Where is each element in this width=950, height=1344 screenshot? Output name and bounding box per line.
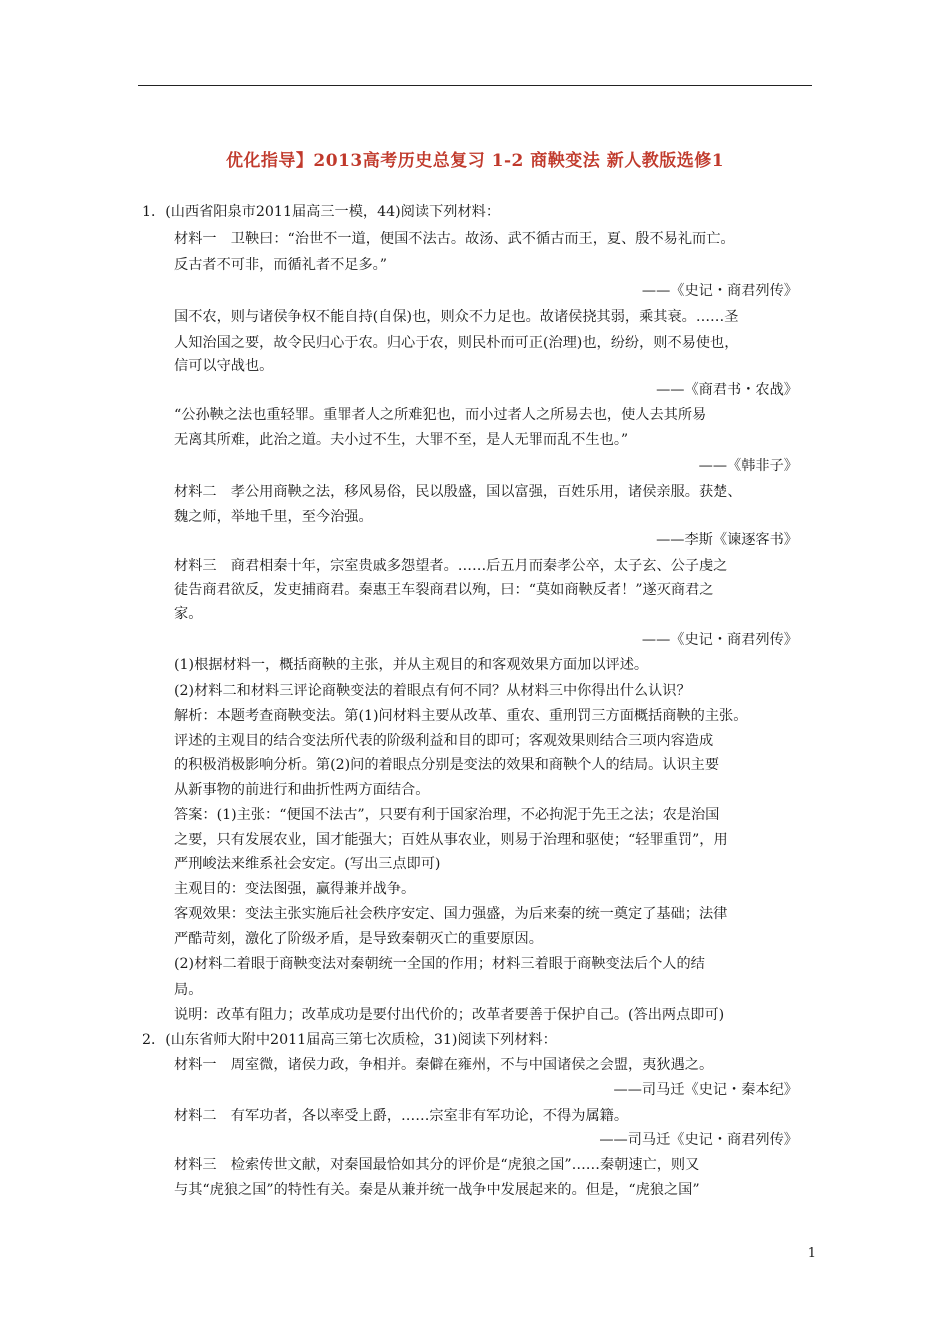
question-item: (2)材料二和材料三评论商鞅变法的着眼点有何不同？从材料三中你得出什么认识？	[174, 683, 691, 699]
question-item: (1)根据材料一，概括商鞅的主张，并从主观目的和客观效果方面加以评述。	[174, 657, 649, 673]
material-text: 信可以守战也。	[174, 358, 274, 374]
source-citation: ——李斯《谏逐客书》	[656, 532, 798, 548]
source-citation: ——《商君书・农战》	[656, 382, 798, 398]
answer-text: 严刑峻法来维系社会安定。(写出三点即可)	[174, 856, 441, 872]
answer-text: 主观目的：变法图强，赢得兼并战争。	[174, 881, 416, 897]
material-text: 材料一 周室微，诸侯力政，争相并。秦僻在雍州，不与中国诸侯之会盟，夷狄遇之。	[174, 1057, 714, 1073]
material-text: 材料二 孝公用商鞅之法，移风易俗，民以殷盛，国以富强，百姓乐用，诸侯亲服。获楚、	[174, 484, 742, 500]
answer-text: 之要，只有发展农业，国才能强大；百姓从事农业，则易于治理和驱使；“轻罪重罚”，用	[174, 832, 728, 848]
material-text: 家。	[174, 606, 203, 622]
source-citation: ——司马迁《史记・商君列传》	[599, 1132, 798, 1148]
source-citation: ——《史记・商君列传》	[641, 283, 798, 299]
source-citation: ——《韩非子》	[698, 458, 798, 474]
analysis-text: 评述的主观目的结合变法所代表的阶级利益和目的即可；客观效果则结合三项内容造成	[174, 733, 714, 749]
material-text: 国不农，则与诸侯争权不能自持(自保)也，则众不力足也。故诸侯挠其弱，乘其衰。……圣	[174, 309, 739, 325]
document-title: 优化指导】2013高考历史总复习 1-2 商鞅变法 新人教版选修1	[225, 151, 725, 171]
source-citation: ——司马迁《史记・秦本纪》	[613, 1082, 798, 1098]
material-text: 材料三 商君相秦十年，宗室贵戚多怨望者。……后五月而秦孝公卒，太子玄、公子虔之	[174, 558, 728, 574]
analysis-text: 从新事物的前进行和曲折性两方面结合。	[174, 782, 430, 798]
material-text: 无离其所难，此治之道。夫小过不生，大罪不至，是人无罪而乱不生也。”	[174, 432, 629, 448]
analysis-text: 解析：本题考查商鞅变法。第(1)问材料主要从改革、重农、重刑罚三方面概括商鞅的主张。	[174, 708, 748, 724]
answer-text: 局。	[174, 982, 203, 998]
material-text: 与其“虎狼之国”的特性有关。秦是从兼并统一战争中发展起来的。但是，“虎狼之国”	[174, 1182, 700, 1198]
source-citation: ——《史记・商君列传》	[641, 632, 798, 648]
page-number: 1	[807, 1246, 816, 1261]
material-text: 人知治国之要，故令民归心于农。归心于农，则民朴而可正(治理)也，纷纷，则不易使也，	[174, 335, 739, 351]
material-text: 徒告商君欲反，发吏捕商君。秦惠王车裂商君以殉，曰：“莫如商鞅反者！”遂灭商君之	[174, 582, 714, 598]
note-text: 说明：改革有阻力；改革成功是要付出代价的；改革者要善于保护自己。(答出两点即可)	[174, 1007, 725, 1023]
material-text: “公孙鞅之法也重轻罪。重罪者人之所难犯也，而小过者人之所易去也，使人去其所易	[174, 407, 707, 423]
material-text: 材料一 卫鞅曰：“治世不一道，便国不法古。故汤、武不循古而王，夏、殷不易礼而亡。	[174, 231, 735, 247]
material-text: 材料二 有军功者，各以率受上爵，……宗室非有军功论，不得为属籍。	[174, 1108, 629, 1124]
answer-text: 严酷苛刻，激化了阶级矛盾，是导致秦朝灭亡的重要原因。	[174, 931, 543, 947]
answer-text: 客观效果：变法主张实施后社会秩序安定、国力强盛，为后来秦的统一奠定了基础；法律	[174, 906, 728, 922]
answer-text: (2)材料二着眼于商鞅变法对秦朝统一全国的作用；材料三着眼于商鞅变法后个人的结	[174, 956, 705, 972]
material-text: 魏之师，举地千里，至今治强。	[174, 509, 373, 525]
analysis-text: 的积极消极影响分析。第(2)问的着眼点分别是变法的效果和商鞅个人的结局。认识主要	[174, 757, 720, 773]
material-text: 反古者不可非，而循礼者不足多。”	[174, 257, 387, 273]
header-rule	[138, 85, 812, 86]
question-1-header: 1．(山西省阳泉市2011届高三一模，44)阅读下列材料：	[142, 204, 501, 220]
answer-text: 答案：(1)主张：“便国不法古”，只要有利于国家治理，不必拘泥于先王之法；农是治国	[174, 807, 720, 823]
material-text: 材料三 检索传世文献，对秦国最恰如其分的评价是“虎狼之国”……秦朝速亡，则又	[174, 1157, 700, 1173]
question-2-header: 2．(山东省师大附中2011届高三第七次质检，31)阅读下列材料：	[142, 1032, 557, 1048]
